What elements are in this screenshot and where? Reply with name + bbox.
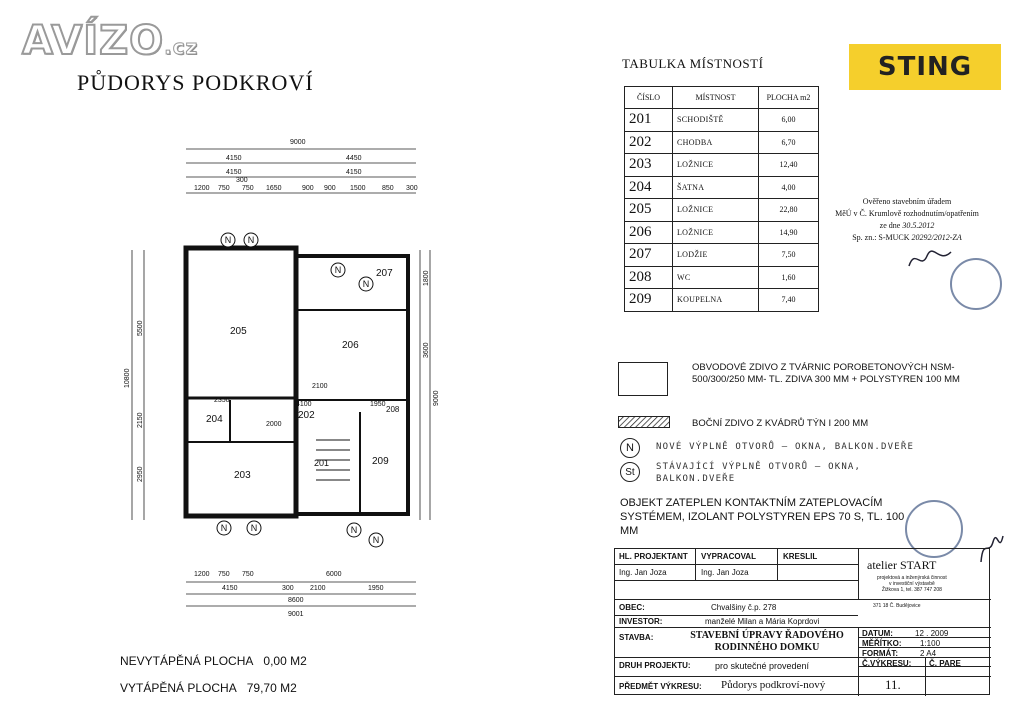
dim-bot-9001: 9001 (288, 611, 304, 618)
window-label-3: N (334, 265, 342, 275)
dim-top-right: 4450 (346, 155, 362, 162)
window-label-5: N (220, 523, 228, 533)
dim-top-left: 4150 (226, 155, 242, 162)
room-number: 209 (625, 289, 673, 312)
window-label-4: N (362, 279, 370, 289)
col-area: PLOCHA m2 (759, 87, 819, 109)
dim-seg-1200: 1200 (194, 185, 210, 192)
window-label-6: N (250, 523, 258, 533)
rooms-table-title: TABULKA MÍSTNOSTÍ (622, 56, 764, 71)
room-number: 206 (625, 221, 673, 244)
room-area: 7,40 (759, 289, 819, 312)
room-label-208: 208 (386, 405, 400, 414)
col-room: MÍSTNOST (673, 87, 759, 109)
dim-inner-2000: 2000 (266, 421, 282, 428)
title-block (614, 548, 990, 695)
dim-seg-900a: 900 (302, 185, 314, 192)
dim-inner-1950: 1950 (370, 401, 386, 408)
office-seal-icon (950, 258, 1002, 310)
room-area: 14,90 (759, 221, 819, 244)
table-row (625, 266, 819, 289)
approval-date: 30.5.2012 (902, 221, 935, 230)
logo-text: AVÍZO (22, 18, 165, 64)
room-label-203: 203 (234, 470, 251, 481)
room-area: 6,00 (759, 109, 819, 132)
dim-bot-8600: 8600 (288, 597, 304, 604)
table-row (625, 154, 819, 177)
dim-seg-750a: 750 (218, 185, 230, 192)
insulation-note: OBJEKT ZATEPLEN KONTAKTNÍM ZATEPLOVACÍM SYSTÉMEM, IZOLANT POLYSTYREN EPS 70 S, TL. 100 MM (620, 497, 905, 537)
project-type-label: DRUH PROJEKTU: (619, 661, 691, 670)
room-name: LOŽNICE (673, 154, 759, 177)
room-area: 4,00 (759, 176, 819, 199)
dim-seg-300b: 300 (406, 185, 418, 192)
room-name: LODŽIE (673, 244, 759, 267)
room-label-202: 202 (298, 410, 315, 421)
dim-left-5500: 5500 (137, 320, 144, 336)
lead-designer-label: HL. PROJEKTANT (619, 552, 688, 561)
dim-seg-750b: 750 (242, 185, 254, 192)
room-number: 205 (625, 199, 673, 222)
room-name: KOUPELNA (673, 289, 759, 312)
table-row (625, 289, 819, 312)
firm-name: atelier START (867, 558, 937, 572)
avizo-logo[interactable] (22, 18, 198, 64)
dim-bot-4150: 4150 (222, 585, 238, 592)
room-name: WC (673, 266, 759, 289)
window-label-8: N (372, 535, 380, 545)
room-name: SCHODIŠTĚ (673, 109, 759, 132)
approval-line3: ze dne 30.5.2012 (879, 221, 935, 230)
room-name: ŠATNA (673, 176, 759, 199)
room-area: 7,50 (759, 244, 819, 267)
table-row (625, 109, 819, 132)
window-label-7: N (350, 525, 358, 535)
dim-seg-900b: 900 (324, 185, 336, 192)
dim-right-9000: 9000 (433, 390, 440, 406)
project-type-value: pro skutečné provedení (715, 661, 810, 671)
dim-seg-1500: 1500 (350, 185, 366, 192)
dim-right-3600: 3600 (423, 342, 430, 358)
room-number: 201 (625, 109, 673, 132)
approval-stamp (812, 196, 1002, 244)
approval-line4: Sp. zn.: S-MUCK 20292/2012-ZA (852, 233, 962, 242)
drawing-subject-label: PŘEDMĚT VÝKRESU: (619, 682, 702, 691)
unheated-area-value: 0,00 M2 (263, 654, 307, 668)
room-name: LOŽNICE (673, 199, 759, 222)
dim-top-right-2: 4150 (346, 169, 362, 176)
approval-line2: MěÚ v Č. Krumlově rozhodnutím/opatřením (835, 209, 979, 218)
municipality-value: Chvalšiny č.p. 278 (711, 603, 777, 612)
legend-item-existing-openings: STÁVAJÍCÍ VÝPLNĚ OTVORŮ – OKNA, BALKON.DVEŘE (656, 462, 862, 484)
rooms-table (624, 86, 819, 312)
signature-icon (905, 244, 955, 274)
logo-domain: .cz (164, 35, 199, 59)
dim-bot-300: 300 (282, 585, 294, 592)
investor-label: INVESTOR: (619, 617, 663, 626)
room-label-209: 209 (372, 456, 389, 467)
sting-badge[interactable]: STING (849, 44, 1001, 90)
investor-value: manželé Milan a Mária Koprdovi (705, 617, 820, 626)
room-label-206: 206 (342, 340, 359, 351)
scale-value: 1:100 (920, 639, 941, 648)
legend-item-side-wall: BOČNÍ ZDIVO Z KVÁDRŮ TÝN I 200 MM (692, 418, 869, 429)
scale-label: MĚŘÍTKO: (862, 639, 902, 648)
room-number: 202 (625, 131, 673, 154)
window-label-1: N (224, 235, 232, 245)
drawn-by-label: KRESLIL (783, 552, 818, 561)
drawing-number-value: 11. (885, 677, 901, 692)
format-label: FORMÁT: (862, 649, 898, 658)
dim-inner-4100: 4100 (296, 401, 312, 408)
heated-area: VYTÁPĚNÁ PLOCHA 79,70 M2 (120, 681, 297, 695)
dim-bot-6000: 6000 (326, 571, 342, 578)
room-number: 204 (625, 176, 673, 199)
room-label-207: 207 (376, 268, 393, 279)
room-label-204: 204 (206, 414, 223, 425)
room-number: 208 (625, 266, 673, 289)
lead-designer-name: Ing. Jan Joza (619, 568, 667, 577)
existing-opening-symbol: St (620, 462, 640, 482)
sheet-title: PŮDORYS PODKROVÍ (77, 70, 314, 95)
building-label: STAVBA: (619, 633, 654, 642)
dim-seg-300a: 300 (236, 177, 248, 184)
room-area: 12,40 (759, 154, 819, 177)
dim-seg-850: 850 (382, 185, 394, 192)
dim-bot-2100: 2100 (310, 585, 326, 592)
dim-inner-2100: 2100 (312, 383, 328, 390)
dim-inner-2350: 2350 (214, 397, 230, 404)
unheated-area: NEVYTÁPĚNÁ PLOCHA 0,00 M2 (120, 654, 307, 668)
floor-plan (120, 130, 440, 620)
drawing-number-label: Č.VÝKRESU: (862, 659, 912, 668)
dim-bot-750a: 750 (218, 571, 230, 578)
heated-area-value: 79,70 M2 (246, 681, 297, 695)
dim-left-10800: 10800 (124, 368, 131, 388)
dim-left-2150: 2150 (137, 412, 144, 428)
room-name: CHODBA (673, 131, 759, 154)
prepared-by-label: VYPRACOVAL (701, 552, 756, 561)
table-row (625, 131, 819, 154)
dim-right-1800: 1800 (423, 270, 430, 286)
room-label-201: 201 (314, 458, 330, 468)
room-number: 207 (625, 244, 673, 267)
table-row (625, 176, 819, 199)
table-row (625, 199, 819, 222)
table-row (625, 221, 819, 244)
firm-address: 371 18 Č. Budějovice (873, 603, 921, 609)
table-header-row (625, 87, 819, 109)
dim-bot-1200: 1200 (194, 571, 210, 578)
window-label-2: N (247, 235, 255, 245)
col-number: ČÍSLO (625, 87, 673, 109)
dim-bot-750b: 750 (242, 571, 254, 578)
room-area: 22,80 (759, 199, 819, 222)
municipality-label: OBEC: (619, 603, 645, 612)
copy-number-label: Č. PARE (929, 659, 961, 668)
dim-left-2950: 2950 (137, 466, 144, 482)
drawing-subject-value: Půdorys podkroví-nový (721, 679, 826, 691)
walls (186, 248, 408, 516)
dim-top-left-2: 4150 (226, 169, 242, 176)
date-value: 12 . 2009 (915, 629, 949, 638)
approval-ref: 20292/2012-ZA (911, 233, 962, 242)
new-opening-symbol: N (620, 438, 640, 458)
firm-details: projektová a inženýrská činnost v investiční výstavbě Žižkova 1, tel. 387 747 208 (877, 575, 947, 593)
dim-seg-1650: 1650 (266, 185, 282, 192)
area-notes (120, 648, 307, 702)
dim-bot-1950: 1950 (368, 585, 384, 592)
room-label-205: 205 (230, 326, 247, 337)
format-value: 2 A4 (920, 649, 937, 658)
room-area: 6,70 (759, 131, 819, 154)
prepared-by-name: Ing. Jan Joza (701, 568, 749, 577)
room-number: 203 (625, 154, 673, 177)
room-area: 1,60 (759, 266, 819, 289)
date-label: DATUM: (862, 629, 893, 638)
table-row (625, 244, 819, 267)
approval-line1: Ověřeno stavebním úřadem (862, 197, 952, 206)
building-value: STAVEBNÍ ÚPRAVY ŘADOVÉHO RODINNÉHO DOMKU (690, 630, 844, 653)
legend-item-new-openings: NOVÉ VÝPLNĚ OTVORŮ – OKNA, BALKON.DVEŘE (656, 442, 915, 452)
legend-item-perimeter-wall: OBVODOVÉ ZDIVO Z TVÁRNIC POROBETONOVÝCH NSM-500/300/250 MM- TL. ZDIVA 300 MM + POLYSTYREN 100 MM (692, 362, 960, 385)
dimension-lines (132, 149, 430, 606)
dim-top-total: 9000 (290, 139, 306, 146)
perimeter-wall-swatch (618, 362, 668, 396)
room-name: LOŽNICE (673, 221, 759, 244)
side-wall-swatch (618, 416, 670, 428)
